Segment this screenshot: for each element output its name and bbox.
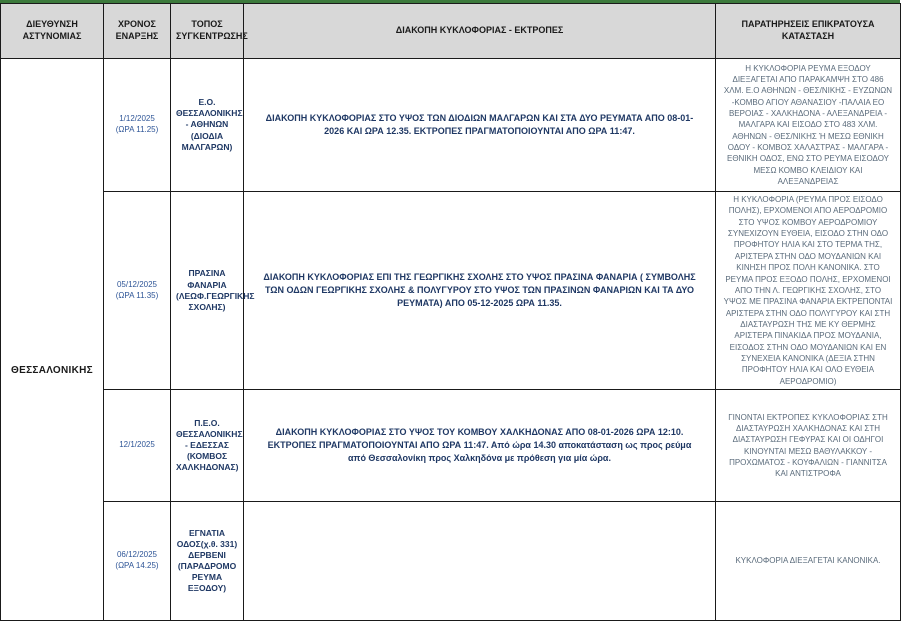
cell-description: ΔΙΑΚΟΠΗ ΚΥΚΛΟΦΟΡΙΑΣ ΕΠΙ ΤΗΣ ΓΕΩΡΓΙΚΗΣ ΣΧΟΛΗΣ ΣΤΟ ΥΨΟΣ ΠΡΑΣΙΝΑ ΦΑΝΑΡΙΑ ( ΣΥΜΒΟΛΗΣ ΤΩΝ ΟΔΩΝ ΓΕΩΡΓΙΚΗΣ ΣΧΟΛΗΣ & ΠΟΛΥΓΥΡΟΥ ΣΤΟ ΥΨΟΣ ΤΩΝ ΠΡΑΣΙΝΩΝ ΦΑΝΑΡΙΩΝ ΚΑΙ ΤΑ ΔΥΟ ΡΕΥΜΑΤΑ) ΑΠΟ 05-12-2025 ΩΡΑ 11.35. bbox=[244, 192, 716, 390]
cell-description: ΔΙΑΚΟΠΗ ΚΥΚΛΟΦΟΡΙΑΣ ΣΤΟ ΥΨΟΣ ΤΟΥ ΚΟΜΒΟΥ ΧΑΛΚΗΔΟΝΑΣ ΑΠΟ 08-01-2026 ΩΡΑ 12:10. ΕΚΤΡΟΠΕΣ ΠΡΑΓΜΑΤΟΠΟΙΟΥΝΤΑΙ ΑΠΟ ΩΡΑ 11:47. Από ώρα 14.30 αποκατάσταση ως προς ρεύμα από Θεσσαλονίκη προς Χαλκηδόνα με πρόθεση για μία ώρα. bbox=[244, 390, 716, 502]
traffic-disruptions-table bbox=[0, 3, 901, 621]
cell-remarks: Η ΚΥΚΛΟΦΟΡΙΑ (ΡΕΥΜΑ ΠΡΟΣ ΕΙΣΟΔΟ ΠΟΛΗΣ), ΕΡΧΟΜΕΝΟΙ ΑΠΟ ΑΕΡΟΔΡΟΜΙΟ ΣΤΟ ΥΨΟΣ ΚΟΜΒΟΥ ΑΕΡΟΔΡΟΜΙΟΥ ΣΥΝΕΧΙΖΟΥΝ ΕΥΘΕΙΑ, ΕΙΣΟΔΟ ΣΤΗΝ ΟΔΟ ΠΡΟΦΗΤΟΥ ΗΛΙΑ ΚΑΙ ΣΤΟ ΤΕΡΜΑ ΤΗΣ, ΑΡΙΣΤΕΡΑ ΣΤΗΝ ΟΔΟ ΜΟΥΔΑΝΙΩΝ ΚΑΙ ΚΙΝΗΣΗ ΠΡΟΣ ΠΟΛΗ ΚΑΝΟΝΙΚΑ. ΣΤΟ ΡΕΥΜΑ ΠΡΟΣ ΕΞΟΔΟ ΠΟΛΗΣ, ΕΡΧΟΜΕΝΟΙ ΑΠΟ ΤΗΝ Λ. ΓΕΩΡΓΙΚΗΣ ΣΧΟΛΗΣ, ΣΤΟ ΥΨΟΣ ΜΕ ΠΡΑΣΙΝΑ ΦΑΝΑΡΙΑ ΕΚΤΡΕΠΟΝΤΑΙ ΑΡΙΣΤΕΡΑ ΣΤΗΝ ΟΔΟ ΠΟΛΥΓΥΡΟΥ ΚΑΙ ΣΤΗ ΔΙΑΣΤΑΥΡΩΣΗ ΤΗΣ ΜΕ ΚΥ ΘΕΡΜΗΣ ΑΡΙΣΤΕΡΑ ΠΙΝΑΚΙΔΑ ΠΡΟΣ ΜΟΥΔΑΝΙΑ, ΕΙΣΟΔΟΣ ΣΤΗΝ ΟΔΟ ΜΟΥΔΑΝΙΩΝ ΚΑΙ ΕΝ ΣΥΝΕΧΕΙΑ ΚΑΝΟΝΙΚΑ (ΔΕΞΙΑ ΣΤΗΝ ΠΡΟΦΗΤΟΥ ΗΛΙΑ ΚΑΙ ΟΛΟ ΕΥΘΕΙΑ ΑΕΡΟΔΡΟΜΙΟ) bbox=[716, 192, 901, 390]
table-row bbox=[1, 502, 901, 621]
cell-description bbox=[244, 502, 716, 621]
table-row bbox=[1, 59, 901, 192]
col-header-remarks: ΠΑΡΑΤΗΡΗΣΕΙΣ ΕΠΙΚΡΑΤΟΥΣΑ ΚΑΤΑΣΤΑΣΗ bbox=[716, 4, 901, 59]
col-header-start-time: ΧΡΟΝΟΣ ΕΝΑΡΞΗΣ bbox=[104, 4, 171, 59]
cell-directorate: ΘΕΣΣΑΛΟΝΙΚΗΣ bbox=[1, 59, 104, 621]
cell-remarks: Η ΚΥΚΛΟΦΟΡΙΑ ΡΕΥΜΑ ΕΞΟΔΟΥ ΔΙΕΞΑΓΕΤΑΙ ΑΠΟ ΠΑΡΑΚΑΜΨΗ ΣΤΟ 486 ΧΛΜ. Ε.Ο ΑΘΗΝΩΝ - ΘΕΣ/ΝΙΚΗΣ - ΕΥΖΩΝΩΝ -ΚΟΜΒΟ ΑΓΙΟΥ ΑΘΑΝΑΣΙΟΥ -ΠΑΛΑΙΑ ΕΟ ΒΕΡΟΙΑΣ - ΧΑΛΚΗΔΟΝΑ - ΑΛΕΞΑΝΔΡΕΙΑ - ΜΑΛΓΑΡΑ ΚΑΙ ΕΙΣΟΔΟ ΣΤΟ 483 ΧΛΜ. ΑΘΗΝΩΝ - ΘΕΣ/ΝΙΚΗΣ Ή ΜΕΣΩ ΕΘΝΙΚΗ ΟΔΟΥ - ΚΟΜΒΟΣ ΧΑΛΑΣΤΡΑΣ - ΜΑΛΓΑΡΑ - ΕΘΝΙΚΗ ΟΔΟΣ, ΕΝΩ ΣΤΟ ΡΕΥΜΑ ΕΙΣΟΔΟΥ ΜΕΣΩ ΚΟΜΒΟ ΚΛΕΙΔΙΟΥ ΚΑΙ ΑΛΕΞΑΝΔΡΕΙΑΣ bbox=[716, 59, 901, 192]
cell-start-time: 1/12/2025 (ΩΡΑ 11.25) bbox=[104, 59, 171, 192]
header-row bbox=[1, 4, 901, 59]
cell-gathering-place: ΠΡΑΣΙΝΑ ΦΑΝΑΡΙΑ (ΛΕΩΦ.ΓΕΩΡΓΙΚΗΣ ΣΧΟΛΗΣ) bbox=[171, 192, 244, 390]
cell-description: ΔΙΑΚΟΠΗ ΚΥΚΛΟΦΟΡΙΑΣ ΣΤΟ ΥΨΟΣ ΤΩΝ ΔΙΟΔΙΩΝ ΜΑΛΓΑΡΩΝ ΚΑΙ ΣΤΑ ΔΥΟ ΡΕΥΜΑΤΑ ΑΠΟ 08-01-2026 ΚΑΙ ΩΡΑ 12.35. ΕΚΤΡΟΠΕΣ ΠΡΑΓΜΑΤΟΠΟΙΟΥΝΤΑΙ ΑΠΟ ΩΡΑ 11:47. bbox=[244, 59, 716, 192]
cell-gathering-place: Ε.Ο. ΘΕΣΣΑΛΟΝΙΚΗΣ - ΑΘΗΝΩΝ (ΔΙΟΔΙΑ ΜΑΛΓΑΡΩΝ) bbox=[171, 59, 244, 192]
col-header-traffic-interruption: ΔΙΑΚΟΠΗ ΚΥΚΛΟΦΟΡΙΑΣ - ΕΚΤΡΟΠΕΣ bbox=[244, 4, 716, 59]
col-header-gathering-place: ΤΟΠΟΣ ΣΥΓΚΕΝΤΡΩΣΗΣ bbox=[171, 4, 244, 59]
col-header-directorate: ΔΙΕΥΘΥΝΣΗ ΑΣΤΥΝΟΜΙΑΣ bbox=[1, 4, 104, 59]
cell-gathering-place: ΕΓΝΑΤΙΑ ΟΔΟΣ(χ.θ. 331) ΔΕΡΒΕΝΙ (ΠΑΡΑΔΡΟΜΟ ΡΕΥΜΑ ΕΞΟΔΟΥ) bbox=[171, 502, 244, 621]
table-row bbox=[1, 192, 901, 390]
cell-start-time: 05/12/2025 (ΩΡΑ 11.35) bbox=[104, 192, 171, 390]
cell-remarks: ΓΙΝΟΝΤΑΙ ΕΚΤΡΟΠΕΣ ΚΥΚΛΟΦΟΡΙΑΣ ΣΤΗ ΔΙΑΣΤΑΥΡΩΣΗ ΧΑΛΚΗΔΟΝΑΣ ΚΑΙ ΣΤΗ ΔΙΑΣΤΑΥΡΩΣΗ ΓΕΦΥΡΑΣ ΚΑΙ ΟΙ ΟΔΗΓΟΙ ΚΙΝΟΥΝΤΑΙ ΜΕΣΩ ΒΑΘΥΛΑΚΚΟΥ - ΠΡΟΧΩΜΑΤΟΣ - ΚΟΥΦΑΛΙΩΝ - ΓΙΑΝΝΙΤΣΑ ΚΑΙ ΑΝΤΙΣΤΡΟΦΑ bbox=[716, 390, 901, 502]
cell-start-time: 12/1/2025 bbox=[104, 390, 171, 502]
cell-start-time: 06/12/2025 (ΩΡΑ 14.25) bbox=[104, 502, 171, 621]
table-row bbox=[1, 390, 901, 502]
cell-remarks: ΚΥΚΛΟΦΟΡΙΑ ΔΙΕΞΑΓΕΤΑΙ ΚΑΝΟΝΙΚΑ. bbox=[716, 502, 901, 621]
cell-gathering-place: Π.Ε.Ο. ΘΕΣΣΑΛΟΝΙΚΗΣ - ΕΔΕΣΣΑΣ (ΚΟΜΒΟΣ ΧΑΛΚΗΔΟΝΑΣ) bbox=[171, 390, 244, 502]
